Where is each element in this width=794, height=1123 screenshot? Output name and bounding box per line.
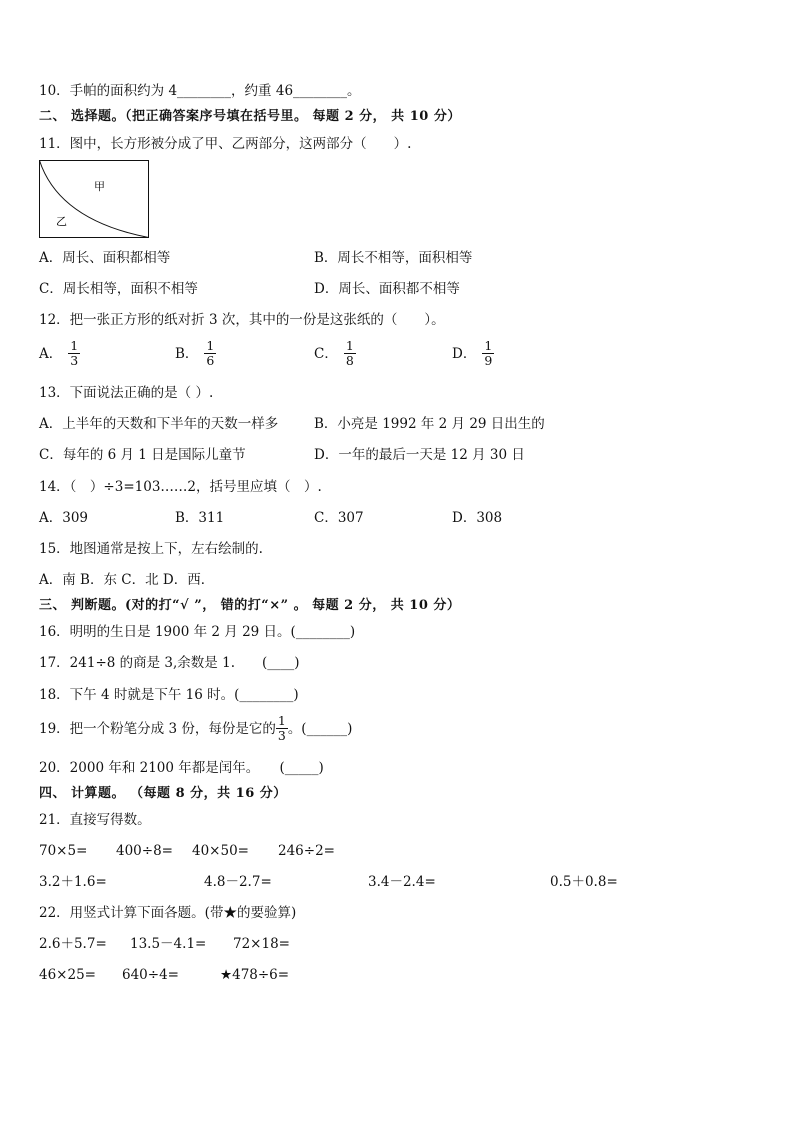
q22-item: 13.5－4.1= [130, 936, 207, 952]
q14-option-a: A．309 [39, 510, 89, 526]
section3-heading: 三、 判断题。(对的打“√ ”， 错的打“×” 。 每题 2 分， 共 10 分） [39, 598, 461, 613]
q13-option-d: D．一年的最后一天是 12 月 30 日 [314, 447, 525, 463]
q12-option-c-denominator: 8 [345, 353, 354, 368]
q21-item: 3.4－2.4= [368, 874, 436, 890]
q11-label-yi: 乙 [56, 215, 67, 228]
q12-option-c-fraction [344, 339, 356, 368]
q12-option-d-denominator: 9 [484, 353, 493, 368]
q21-item: 40×50= [192, 843, 249, 859]
q10-text: 10．手帕的面积约为 4________，约重 46________。 [39, 83, 361, 99]
q12-stem: 12．把一张正方形的纸对折 3 次，其中的一份是这张纸的（ ）。 [39, 312, 445, 328]
q21-item: 400÷8= [116, 843, 173, 859]
q11-label-jia: 甲 [94, 180, 105, 193]
q12-option-a-fraction [68, 339, 80, 368]
q22-item: 72×18= [233, 936, 290, 952]
q11-option-c: C．周长相等，面积不相等 [39, 281, 198, 297]
q22-item: 640÷4= [122, 967, 179, 983]
q19-numerator: 1 [277, 713, 286, 728]
q22-item: ★478÷6= [220, 967, 290, 983]
q11-option-b: B．周长不相等，面积相等 [314, 250, 473, 266]
q12-option-b-fraction [204, 339, 216, 368]
q12-option-d [452, 339, 494, 368]
q12-option-a-denominator: 3 [70, 353, 79, 368]
q22-item: 2.6＋5.7= [39, 936, 107, 952]
q21-item: 70×5= [39, 843, 88, 859]
q12-option-c-numerator: 1 [345, 338, 354, 353]
q11-rectangle-figure [39, 160, 149, 238]
q13-stem: 13．下面说法正确的是（ ）. [39, 385, 214, 401]
q12-option-b-numerator: 1 [206, 338, 215, 353]
q12-option-d-letter: D． [452, 345, 477, 362]
q19-denominator: 3 [277, 728, 286, 743]
q19-text [39, 714, 352, 743]
q12-option-a [39, 339, 80, 368]
section2-heading: 二、 选择题。（把正确答案序号填在括号里。 每题 2 分， 共 10 分） [39, 109, 461, 124]
q12-option-d-numerator: 1 [484, 338, 493, 353]
q18-text: 18．下午 4 时就是下午 16 时。(________) [39, 687, 299, 703]
q15-stem: 15．地图通常是按上下，左右绘制的. [39, 541, 263, 557]
q12-option-b-letter: B． [175, 345, 199, 362]
q12-option-b [175, 339, 216, 368]
q11-option-a: A．周长、面积都相等 [39, 250, 171, 266]
q14-option-b: B．311 [175, 510, 225, 526]
q22-stem: 22．用竖式计算下面各题。(带★的要验算) [39, 905, 297, 921]
section4-heading: 四、 计算题。 （每题 8 分，共 16 分） [39, 786, 287, 801]
q21-stem: 21．直接写得数。 [39, 812, 151, 828]
q22-item: 46×25= [39, 967, 96, 983]
q14-option-d: D．308 [452, 510, 503, 526]
q14-stem: 14．（ ）÷3=103……2，括号里应填（ ）. [39, 479, 322, 495]
q13-option-a: A．上半年的天数和下半年的天数一样多 [39, 416, 279, 432]
q12-option-c [314, 339, 356, 368]
q12-option-a-numerator: 1 [70, 338, 79, 353]
q19-before: 19．把一个粉笔分成 3 份，每份是它的 [39, 720, 276, 737]
q15-options: A．南 B．东 C．北 D．西． [39, 572, 215, 588]
q20-text: 20．2000 年和 2100 年都是闰年。 (_____) [39, 760, 324, 776]
q13-option-b: B．小亮是 1992 年 2 月 29 日出生的 [314, 416, 545, 432]
q12-option-c-letter: C． [314, 345, 338, 362]
q16-text: 16．明明的生日是 1900 年 2 月 29 日。(________) [39, 624, 356, 640]
q11-stem: 11．图中，长方形被分成了甲、乙两部分，这两部分（ ）. [39, 136, 412, 152]
q12-option-d-fraction [482, 339, 494, 368]
q19-after: 。(______) [287, 720, 353, 737]
q21-item: 246÷2= [278, 843, 335, 859]
q21-item: 4.8－2.7= [204, 874, 272, 890]
q12-option-b-denominator: 6 [206, 353, 215, 368]
q11-option-d: D．周长、面积都不相等 [314, 281, 460, 297]
q19-fraction [276, 714, 288, 743]
q13-option-c: C．每年的 6 月 1 日是国际儿童节 [39, 447, 246, 463]
q12-option-a-letter: A． [39, 345, 63, 362]
q21-item: 3.2＋1.6= [39, 874, 107, 890]
q14-option-c: C．307 [314, 510, 364, 526]
q21-item: 0.5＋0.8= [550, 874, 618, 890]
q17-text: 17．241÷8 的商是 3,余数是 1. (____) [39, 655, 300, 671]
